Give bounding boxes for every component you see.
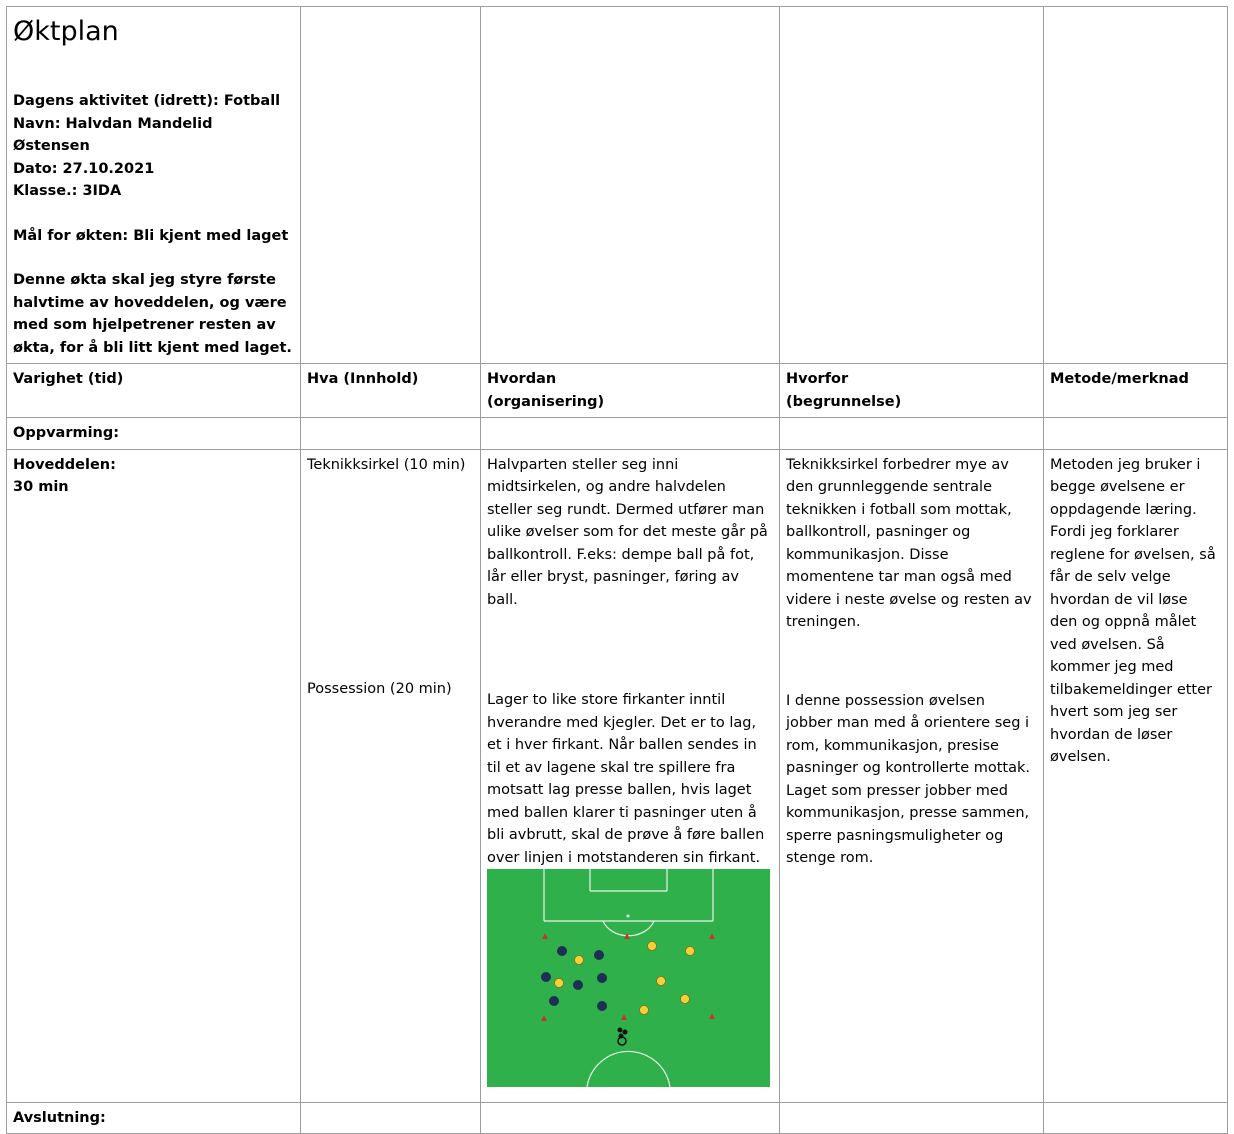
text-line: over linjen i motstanderen sin firkant. xyxy=(487,849,761,866)
text-line: hvert som jeg ser xyxy=(1050,704,1178,720)
exercise2-name: Possession (20 min) xyxy=(307,681,452,697)
text-line: kommunikasjon, presse sammen, xyxy=(786,805,1030,821)
text-line: ballkontroll, pasninger og xyxy=(786,524,971,540)
text-line: ved øvelsen. Så xyxy=(1050,636,1165,653)
text-line: den og oppnå målet xyxy=(1050,614,1197,630)
main-why-cell xyxy=(780,449,1044,1102)
col-what: Hva (Innhold) xyxy=(301,364,481,418)
pitch-diagram xyxy=(487,869,770,1087)
text-line: tilbakemeldinger etter xyxy=(1050,681,1212,698)
session-note xyxy=(13,269,294,359)
text-line: Laget som presser jobber med xyxy=(786,782,1008,799)
col-why-line: (begrunnelse) xyxy=(786,393,902,410)
text-line: Lager to like store firkanter inntil xyxy=(487,692,726,708)
pitch-background xyxy=(487,869,770,1087)
info-name: Navn: Halvdan Mandelid Østensen xyxy=(13,115,213,154)
empty-cell xyxy=(301,418,481,450)
text-line: et i hver firkant. Når ballen sendes in xyxy=(487,737,757,753)
text-line: I denne possession øvelsen xyxy=(786,692,985,709)
main-what-cell xyxy=(301,449,481,1102)
empty-cell xyxy=(301,1102,481,1134)
note-line: med som hjelpetrener resten av xyxy=(13,317,276,333)
session-info xyxy=(13,90,294,203)
session-goal: Mål for økten: Bli kjent med laget xyxy=(13,227,289,244)
text-line: jobber man med å orientere seg i xyxy=(786,715,1030,731)
text-line: motsatt lag presse ballen, hvis laget xyxy=(487,782,752,798)
text-line: hvordan de vil løse xyxy=(1050,591,1188,608)
exercise1-name: Teknikksirkel (10 min) xyxy=(307,456,466,473)
text-line: teknikken i fotball som mottak, xyxy=(786,501,1012,518)
text-line: Teknikksirkel forbedrer mye av xyxy=(786,456,1009,473)
header-cell xyxy=(7,7,301,364)
text-line: med ballen klarer ti pasninger uten å xyxy=(487,804,757,821)
column-header-row xyxy=(7,364,1228,418)
empty-cell xyxy=(1044,418,1228,450)
text-line: ballkontroll. F.eks: dempe ball på fot, xyxy=(487,546,755,563)
text-line: rom, kommunikasjon, presise xyxy=(786,737,999,754)
text-line: steller seg rundt. Dermed utfører man xyxy=(487,501,765,518)
text-line: lår eller bryst, pasninger, føring av xyxy=(487,569,739,585)
text-line: pasninger og kontrollerte mottak. xyxy=(786,760,1030,776)
note-line: halvtime av hoveddelen, og være xyxy=(13,294,287,311)
text-line: kommer jeg med xyxy=(1050,659,1174,675)
text-line: øvelsen. xyxy=(1050,749,1111,765)
col-how xyxy=(481,364,780,418)
main-duration: 30 min xyxy=(13,479,69,495)
text-line: Metoden jeg bruker i xyxy=(1050,456,1201,473)
text-line: begge øvelsene er xyxy=(1050,479,1185,495)
col-why xyxy=(780,364,1044,418)
text-line: midtsirkelen, og andre halvdelen xyxy=(487,479,726,495)
text-line: videre i neste øvelse og resten av xyxy=(786,591,1032,608)
col-why-line: Hvorfor xyxy=(786,371,849,387)
info-class: Klasse.: 3IDA xyxy=(13,183,122,199)
empty-cell xyxy=(1044,7,1228,364)
text-line: momentene tar man også med xyxy=(786,569,1012,585)
text-line: bli avbrutt, skal de prøve å føre ballen xyxy=(487,827,765,843)
empty-cell xyxy=(301,7,481,364)
text-line: får de selv velge xyxy=(1050,569,1171,585)
text-line: stenge rom. xyxy=(786,850,874,866)
text-line: ulike øvelser som for det meste går på xyxy=(487,524,768,540)
empty-cell xyxy=(481,418,780,450)
text-line: den grunnleggende sentrale xyxy=(786,479,993,495)
empty-cell xyxy=(1044,1102,1228,1134)
possession-drill-diagram xyxy=(487,869,770,1087)
warmup-label: Oppvarming: xyxy=(7,418,301,450)
warmup-row xyxy=(7,418,1228,450)
text-line: til et av lagene skal tre spillere fra xyxy=(487,759,736,776)
main-row xyxy=(7,449,1228,1102)
note-line: Denne økta skal jeg styre første xyxy=(13,272,276,288)
empty-cell xyxy=(481,1102,780,1134)
text-line: hverandre med kjegler. Det er to lag, xyxy=(487,714,757,731)
empty-cell xyxy=(481,7,780,364)
info-date: Dato: 27.10.2021 xyxy=(13,160,155,177)
lesson-plan-table xyxy=(6,6,1228,1134)
main-how-cell xyxy=(481,449,780,1102)
text-line: sperre pasningsmuligheter og xyxy=(786,827,1004,844)
text-line: oppdagende læring. xyxy=(1050,501,1197,518)
col-how-line: Hvordan xyxy=(487,371,557,387)
exercise1-why xyxy=(786,454,1037,634)
exercise1-how xyxy=(487,454,773,612)
exercise2-how xyxy=(487,689,773,869)
text-line: Halvparten steller seg inni xyxy=(487,456,679,473)
main-label: Hoveddelen: xyxy=(13,456,116,473)
col-method: Metode/merknad xyxy=(1044,364,1228,418)
empty-cell xyxy=(780,418,1044,450)
empty-cell xyxy=(780,1102,1044,1134)
ending-label: Avslutning: xyxy=(7,1102,301,1134)
col-duration: Varighet (tid) xyxy=(7,364,301,418)
ending-row xyxy=(7,1102,1228,1134)
text-line: reglene for øvelsen, så xyxy=(1050,546,1216,563)
text-line: kommunikasjon. Disse xyxy=(786,546,949,563)
empty-cell xyxy=(780,7,1044,364)
page-title: Øktplan xyxy=(13,16,119,47)
text-line: ball. xyxy=(487,591,518,608)
text-line: Fordi jeg forklarer xyxy=(1050,524,1179,540)
note-line: økta, for å bli litt kjent med laget. xyxy=(13,339,292,356)
exercise2-why xyxy=(786,690,1037,870)
col-how-line: (organisering) xyxy=(487,393,605,410)
main-label-cell xyxy=(7,449,301,1102)
header-row xyxy=(7,7,1228,364)
penalty-spot xyxy=(627,915,630,918)
info-activity: Dagens aktivitet (idrett): Fotball xyxy=(13,93,281,109)
main-method-cell xyxy=(1044,449,1228,1102)
text-line: hvordan de løser xyxy=(1050,726,1173,743)
text-line: treningen. xyxy=(786,614,861,630)
